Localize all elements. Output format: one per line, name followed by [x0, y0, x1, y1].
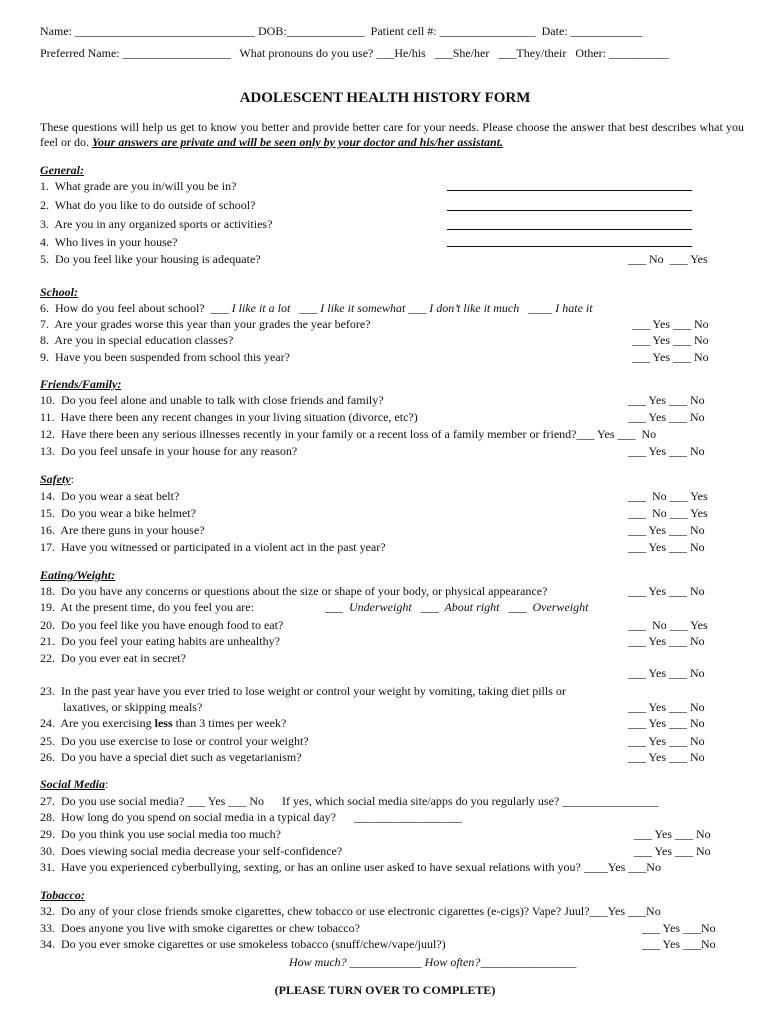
question-12: 12. Have there been any serious illnesses recently in your family or a recent loss of a family member or friend?___ Yes ___ No	[40, 427, 657, 441]
section-tobacco-heading: Tobacco:	[40, 888, 85, 902]
answer-19-options[interactable]: ___ Underweight ___ About right ___ Overweight	[325, 600, 589, 614]
question-34-frequency[interactable]: How much? ____________ How often?________________	[289, 955, 577, 969]
question-4: 4. Who lives in your house?	[40, 235, 178, 249]
question-27: 27. Do you use social media? ___ Yes ___ No If yes, which social media site/apps do you regularly use? ________________	[40, 794, 659, 808]
question-13: 13. Do you feel unsafe in your house for any reason?	[40, 444, 298, 458]
question-26: 26. Do you have a special diet such as vegetarianism?	[40, 750, 302, 764]
answer-20[interactable]: ___ No ___ Yes	[628, 618, 708, 632]
section-school-heading: School:	[40, 285, 79, 299]
question-10: 10. Do you feel alone and unable to talk with close friends and family?	[40, 393, 384, 407]
question-1: 1. What grade are you in/will you be in?	[40, 179, 237, 193]
question-11: 11. Have there been any recent changes in your living situation (divorce, etc?)	[40, 410, 418, 424]
answer-5[interactable]: ___ No ___ Yes	[628, 252, 708, 266]
answer-22[interactable]: ___ Yes ___ No	[628, 666, 705, 680]
header-line-1: Name: ______________________________ DOB:_____________ Patient cell #: ________________ Date: ____________	[40, 24, 643, 38]
question-9: 9. Have you been suspended from school this year?	[40, 350, 290, 364]
answer-line-2[interactable]	[447, 210, 692, 211]
question-5: 5. Do you feel like your housing is adequate?	[40, 252, 261, 266]
section-safety-heading: Safety:	[40, 472, 74, 486]
question-20: 20. Do you feel like you have enough food to eat?	[40, 618, 284, 632]
question-24: 24. Are you exercising less than 3 times per week?	[40, 716, 287, 730]
question-23: 23. In the past year have you ever tried to lose weight or control your weight by vomiting, taking diet pills or	[40, 684, 566, 698]
question-31: 31. Have you experienced cyberbullying, sexting, or has an online user asked to have sexual relations with you? ____Yes ___No	[40, 860, 661, 874]
answer-18[interactable]: ___ Yes ___ No	[628, 584, 705, 598]
answer-30[interactable]: ___ Yes ___ No	[634, 844, 711, 858]
question-25: 25. Do you use exercise to lose or control your weight?	[40, 734, 309, 748]
page-title: ADOLESCENT HEALTH HISTORY FORM	[239, 90, 531, 106]
header-line-2: Preferred Name: __________________ What pronouns do you use? ___He/his ___She/her ___They/their Other: __________	[40, 46, 670, 60]
answer-23[interactable]: ___ Yes ___ No	[628, 700, 705, 714]
question-29: 29. Do you think you use social media too much?	[40, 827, 281, 841]
answer-24[interactable]: ___ Yes ___ No	[628, 716, 705, 730]
page-footer: (PLEASE TURN OVER TO COMPLETE)	[274, 983, 496, 997]
question-7: 7. Are your grades worse this year than your grades the year before?	[40, 317, 371, 331]
answer-line-1[interactable]	[447, 190, 692, 191]
answer-26[interactable]: ___ Yes ___ No	[628, 750, 705, 764]
answer-8[interactable]: ___ Yes ___ No	[632, 333, 709, 347]
answer-15[interactable]: ___ No ___ Yes	[628, 506, 708, 520]
answer-33[interactable]: ___ Yes ___No	[642, 921, 716, 935]
question-34: 34. Do you ever smoke cigarettes or use smokeless tobacco (snuff/chew/vape/juul?)	[40, 937, 446, 951]
question-3: 3. Are you in any organized sports or activities?	[40, 217, 273, 231]
section-general-heading: General:	[40, 163, 84, 177]
answer-25[interactable]: ___ Yes ___ No	[628, 734, 705, 748]
answer-14[interactable]: ___ No ___ Yes	[628, 489, 708, 503]
section-eating-heading: Eating/Weight:	[40, 568, 116, 582]
answer-9[interactable]: ___ Yes ___ No	[632, 350, 709, 364]
question-30: 30. Does viewing social media decrease your self-confidence?	[40, 844, 343, 858]
section-friends-heading: Friends/Family:	[40, 377, 122, 391]
question-32: 32. Do any of your close friends smoke cigarettes, chew tobacco or use electronic cigarettes (e-cigs)? Vape? Juul?___Yes ___No	[40, 904, 661, 918]
answer-13[interactable]: ___ Yes ___ No	[628, 444, 705, 458]
answer-line-4[interactable]	[447, 246, 692, 247]
question-15: 15. Do you wear a bike helmet?	[40, 506, 196, 520]
question-18: 18. Do you have any concerns or questions about the size or shape of your body, or physical appearance?	[40, 584, 548, 598]
answer-21[interactable]: ___ Yes ___ No	[628, 634, 705, 648]
question-8: 8. Are you in special education classes?	[40, 333, 234, 347]
question-14: 14. Do you wear a seat belt?	[40, 489, 180, 503]
answer-16[interactable]: ___ Yes ___ No	[628, 523, 705, 537]
question-22: 22. Do you ever eat in secret?	[40, 651, 186, 665]
question-16: 16. Are there guns in your house?	[40, 523, 205, 537]
question-28: 28. How long do you spend on social media in a typical day? __________________	[40, 810, 462, 824]
question-2: 2. What do you like to do outside of school?	[40, 198, 256, 212]
answer-line-3[interactable]	[447, 229, 692, 230]
question-21: 21. Do you feel your eating habits are unhealthy?	[40, 634, 280, 648]
answer-11[interactable]: ___ Yes ___ No	[628, 410, 705, 424]
answer-29[interactable]: ___ Yes ___ No	[634, 827, 711, 841]
answer-7[interactable]: ___ Yes ___ No	[632, 317, 709, 331]
question-6: 6. How do you feel about school? ___ I like it a lot ___ I like it somewhat ___ I don’t like it much ____ I hate it	[40, 301, 593, 315]
question-19: 19. At the present time, do you feel you are:	[40, 600, 254, 614]
answer-10[interactable]: ___ Yes ___ No	[628, 393, 705, 407]
intro-paragraph: These questions will help us get to know you better and provide better care for your needs. Please choose the answer that best describes what you feel or do. Your answers are private and will be seen only by your doctor and his/her assistant.	[40, 120, 744, 149]
answer-34[interactable]: ___ Yes ___No	[642, 937, 716, 951]
answer-17[interactable]: ___ Yes ___ No	[628, 540, 705, 554]
question-17: 17. Have you witnessed or participated in a violent act in the past year?	[40, 540, 386, 554]
question-33: 33. Does anyone you live with smoke cigarettes or chew tobacco?	[40, 921, 360, 935]
question-23-cont: laxatives, or skipping meals?	[63, 700, 203, 714]
section-social-heading: Social Media:	[40, 777, 109, 791]
